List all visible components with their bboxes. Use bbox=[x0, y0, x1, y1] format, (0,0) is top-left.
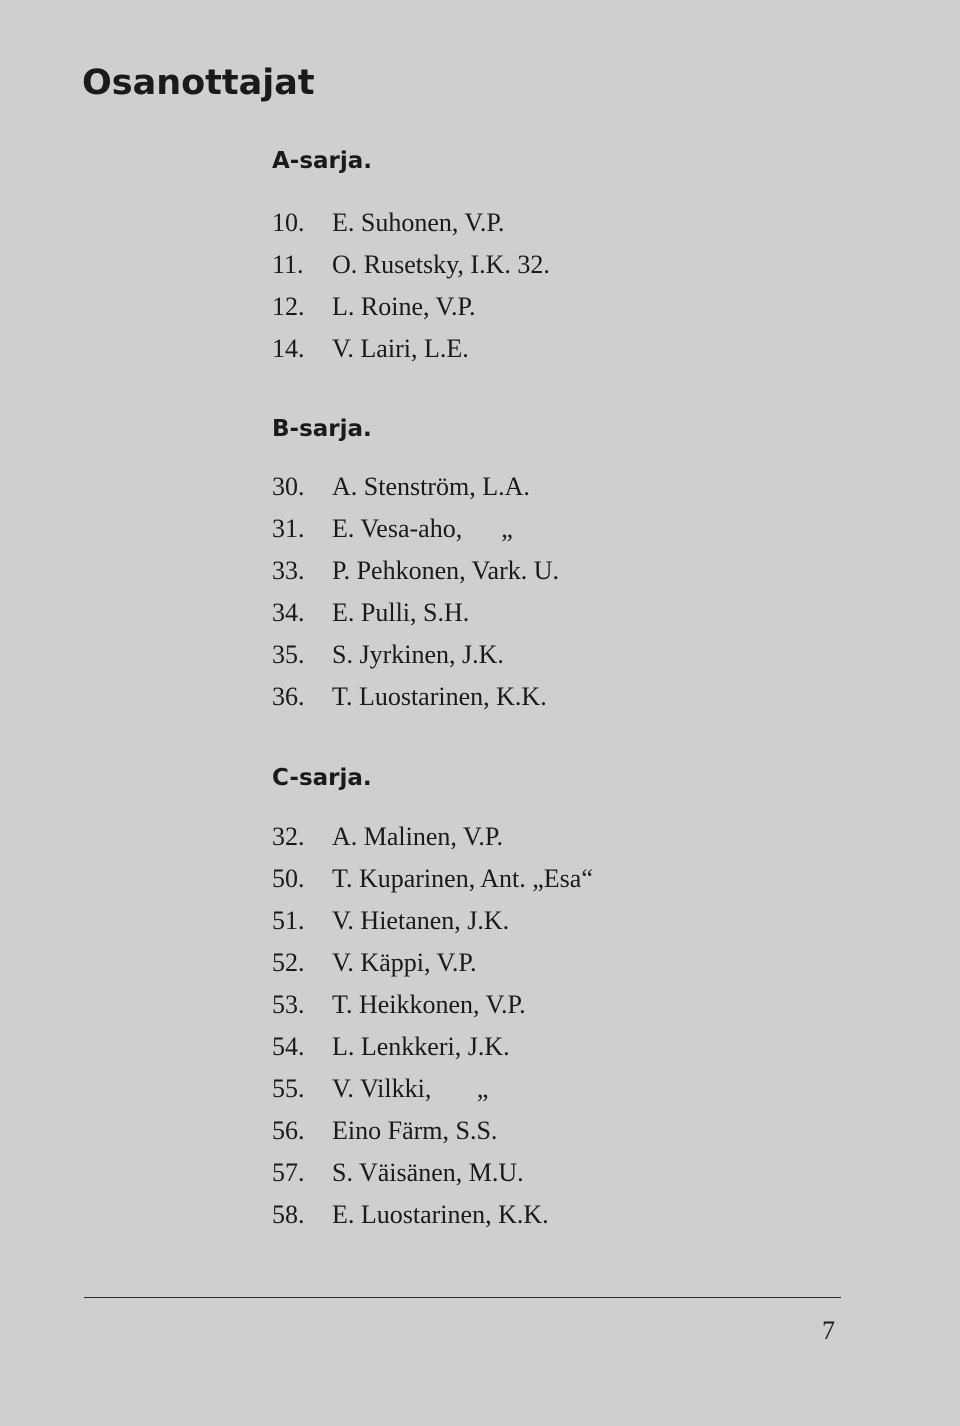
entry-number: 10. bbox=[272, 208, 305, 237]
section-heading-a: A-sarja. bbox=[272, 148, 373, 174]
list-item bbox=[272, 1152, 593, 1194]
list-item bbox=[272, 676, 559, 718]
page-title: Osanottajat bbox=[82, 63, 315, 103]
list-item bbox=[272, 202, 550, 244]
entry-name: L. Lenkkeri, J.K. bbox=[332, 1032, 510, 1061]
list-item bbox=[272, 1110, 593, 1152]
entry-name: O. Rusetsky, I.K. 32. bbox=[332, 250, 550, 279]
list-item bbox=[272, 508, 559, 550]
entry-name: T. Kuparinen, Ant. „Esa“ bbox=[332, 864, 593, 893]
entry-name: V. Käppi, V.P. bbox=[332, 948, 477, 977]
list-item bbox=[272, 858, 593, 900]
entry-number: 14. bbox=[272, 334, 305, 363]
entry-name: T. Luostarinen, K.K. bbox=[332, 682, 547, 711]
entry-number: 11. bbox=[272, 250, 304, 279]
entry-name: E. Luostarinen, K.K. bbox=[332, 1200, 549, 1229]
list-item bbox=[272, 984, 593, 1026]
entry-number: 54. bbox=[272, 1032, 305, 1061]
list-item bbox=[272, 1026, 593, 1068]
entry-name: S. Väisänen, M.U. bbox=[332, 1158, 524, 1187]
list-item bbox=[272, 816, 593, 858]
entry-number: 55. bbox=[272, 1074, 305, 1103]
entry-number: 36. bbox=[272, 682, 305, 711]
entry-number: 50. bbox=[272, 864, 305, 893]
entry-number: 31. bbox=[272, 514, 305, 543]
list-item bbox=[272, 466, 559, 508]
entry-name: P. Pehkonen, Vark. U. bbox=[332, 556, 560, 585]
entry-name: S. Jyrkinen, J.K. bbox=[332, 640, 504, 669]
list-item bbox=[272, 244, 550, 286]
entry-list-a bbox=[272, 202, 550, 370]
entry-name: V. Lairi, L.E. bbox=[332, 334, 469, 363]
section-heading-c: C-sarja. bbox=[272, 765, 372, 791]
entry-name: A. Malinen, V.P. bbox=[332, 822, 503, 851]
entry-number: 56. bbox=[272, 1116, 305, 1145]
entry-number: 32. bbox=[272, 822, 305, 851]
entry-number: 52. bbox=[272, 948, 305, 977]
entry-number: 35. bbox=[272, 640, 305, 669]
list-item bbox=[272, 592, 559, 634]
list-item bbox=[272, 328, 550, 370]
entry-name: E. Pulli, S.H. bbox=[332, 598, 470, 627]
entry-name: L. Roine, V.P. bbox=[332, 292, 476, 321]
section-heading-b: B-sarja. bbox=[272, 416, 372, 442]
list-item bbox=[272, 1068, 593, 1110]
entry-list-c bbox=[272, 816, 593, 1236]
entry-number: 53. bbox=[272, 990, 305, 1019]
entry-list-b bbox=[272, 466, 559, 718]
entry-number: 58. bbox=[272, 1200, 305, 1229]
entry-number: 12. bbox=[272, 292, 305, 321]
entry-number: 33. bbox=[272, 556, 305, 585]
entry-name: V. Vilkki, „ bbox=[332, 1074, 489, 1103]
footer-divider bbox=[84, 1297, 841, 1298]
list-item bbox=[272, 1194, 593, 1236]
list-item bbox=[272, 900, 593, 942]
entry-number: 30. bbox=[272, 472, 305, 501]
list-item bbox=[272, 286, 550, 328]
entry-name: V. Hietanen, J.K. bbox=[332, 906, 510, 935]
list-item bbox=[272, 634, 559, 676]
entry-number: 57. bbox=[272, 1158, 305, 1187]
list-item bbox=[272, 550, 559, 592]
entry-name: E. Vesa-aho, „ bbox=[332, 514, 513, 543]
entry-name: Eino Färm, S.S. bbox=[332, 1116, 498, 1145]
entry-name: A. Stenström, L.A. bbox=[332, 472, 530, 501]
entry-number: 34. bbox=[272, 598, 305, 627]
page-number: 7 bbox=[822, 1316, 835, 1345]
entry-number: 51. bbox=[272, 906, 305, 935]
list-item bbox=[272, 942, 593, 984]
entry-name: T. Heikkonen, V.P. bbox=[332, 990, 526, 1019]
entry-name: E. Suhonen, V.P. bbox=[332, 208, 505, 237]
